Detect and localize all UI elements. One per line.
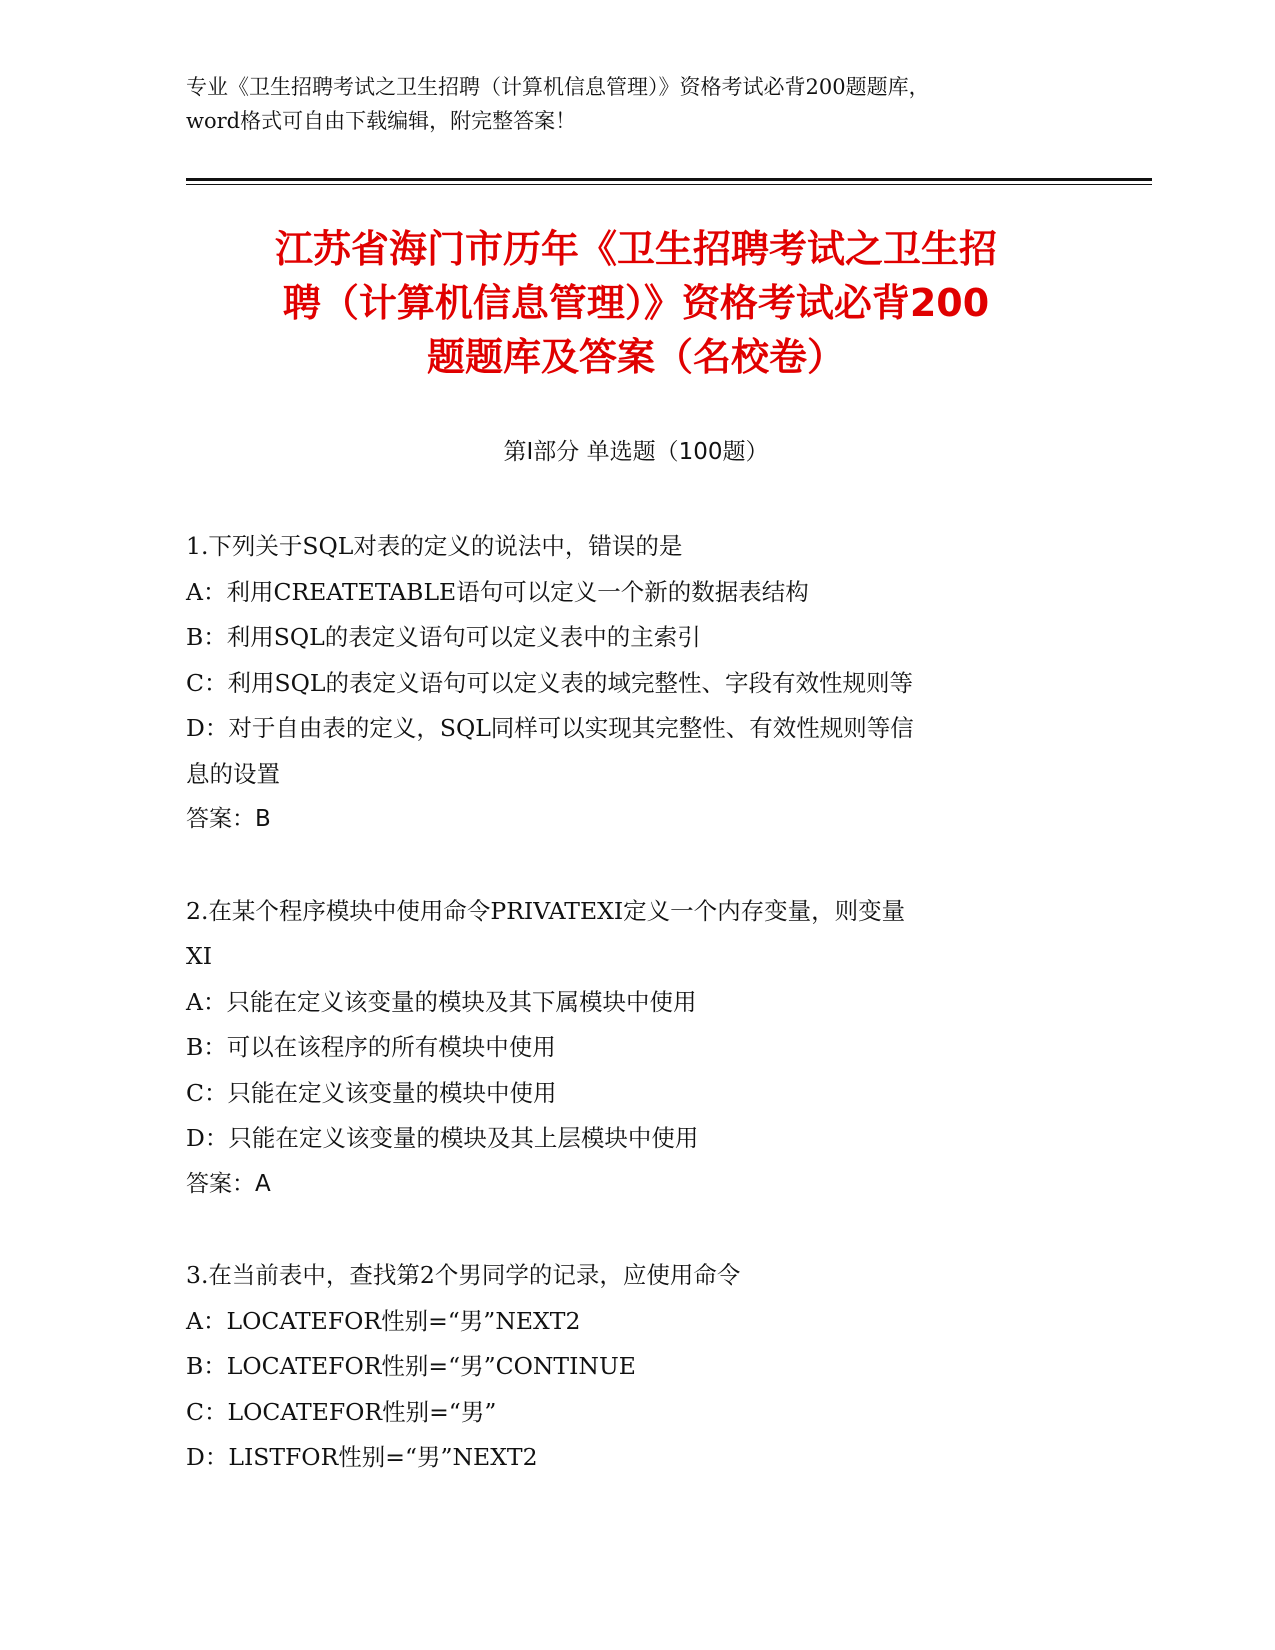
option-b: B：LOCATEFOR性别=“男”CONTINUE [186,1352,636,1380]
question-stem: 3.在当前表中，查找第2个男同学的记录，应使用命令 [186,1261,741,1289]
option-a: A：只能在定义该变量的模块及其下属模块中使用 [186,987,697,1016]
title-line: 题题库及答案（名校卷） [426,335,845,379]
title-line: 江苏省海门市历年《卫生招聘考试之卫生招 [274,227,997,271]
question-stem: 1.下列关于SQL对表的定义的说法中，错误的是 [186,532,683,560]
option-c: C：只能在定义该变量的模块中使用 [186,1078,557,1107]
option-d: D：LISTFOR性别=“男”NEXT2 [186,1443,538,1471]
title-line: 聘（计算机信息管理）》资格考试必背200 [282,281,990,325]
question-list [186,524,1086,1527]
option-a: A：利用CREATETABLE语句可以定义一个新的数据表结构 [186,577,809,606]
question-stem-continued: XI [186,942,213,970]
header-divider-thick [186,178,1152,181]
header-divider-thin [186,184,1152,185]
option-d: D：对于自由表的定义，SQL同样可以实现其完整性、有效性规则等信 [186,714,914,742]
option-d-continued: 息的设置 [186,759,280,788]
option-d: D：只能在定义该变量的模块及其上层模块中使用 [186,1124,699,1152]
question-stem: 2.在某个程序模块中使用命令PRIVATEXI定义一个内存变量，则变量 [186,896,906,925]
option-c: C：LOCATEFOR性别=“男” [186,1397,497,1426]
question-item [186,1253,1086,1481]
document-title [186,222,1086,384]
document-header-note [186,70,1086,138]
option-c: C：利用SQL的表定义语句可以定义表的域完整性、字段有效性规则等 [186,668,913,697]
answer-text: 答案：B [186,806,271,832]
section-heading: 第Ⅰ部分 单选题（100题） [503,439,769,465]
question-item [186,889,1086,1208]
option-b: B：可以在该程序的所有模块中使用 [186,1033,556,1061]
header-note-line: word格式可自由下载编辑，附完整答案！ [186,109,577,133]
header-note-line: 专业《卫生招聘考试之卫生招聘（计算机信息管理）》资格考试必背200题题库， [186,75,930,99]
option-b: B：利用SQL的表定义语句可以定义表中的主索引 [186,623,701,651]
answer-text: 答案：A [186,1170,271,1197]
question-item [186,524,1086,843]
option-a: A：LOCATEFOR性别=“男”NEXT2 [186,1306,581,1335]
